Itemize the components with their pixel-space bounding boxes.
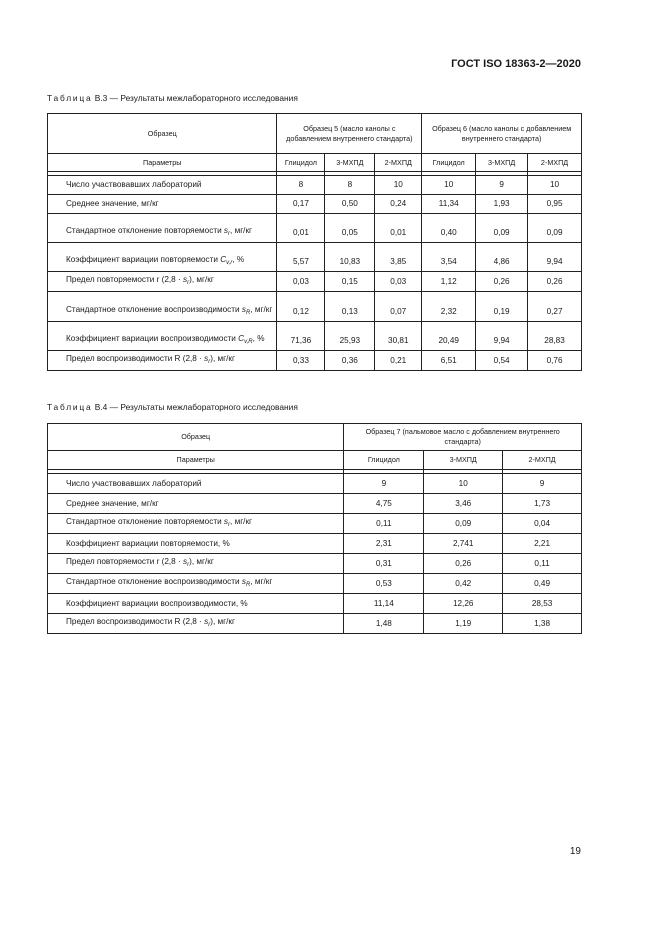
table-row — [48, 614, 582, 634]
col-header: Глицидол — [277, 154, 325, 172]
table-b4 — [47, 423, 582, 634]
params-header: Параметры — [48, 154, 277, 172]
table-row — [48, 534, 582, 554]
row-label: Предел повторяемости r $(2,8 \cdot s_r)$, мг/кг — [48, 272, 277, 292]
row-label: Коэффициент вариации воспроизводимости, % — [48, 594, 344, 614]
table-row — [48, 350, 582, 370]
row-label: Стандартное отклонение воспроизводимости $s_R$, мг/кг — [48, 291, 277, 321]
row-label: Среднее значение, мг/кг — [48, 494, 344, 514]
col-header: 3-МХПД — [424, 451, 503, 470]
cell-value: 1,38 — [503, 614, 582, 634]
table-row — [48, 272, 582, 292]
cell-value: 0,24 — [375, 195, 422, 214]
cell-value: 0,03 — [375, 272, 422, 292]
cell-value: 0,12 — [277, 291, 325, 321]
col-header: 3-МХПД — [476, 154, 528, 172]
cell-value: 10 — [422, 176, 476, 195]
cell-value: 0,09 — [476, 214, 528, 243]
table-b3-caption — [47, 93, 298, 103]
cell-value: 0,40 — [422, 214, 476, 243]
caption-text: В.3 — Результаты межлабораторного исследования — [94, 93, 298, 103]
cell-value: 2,31 — [344, 534, 424, 554]
cell-value: 0,04 — [503, 514, 582, 534]
cell-value: 2,21 — [503, 534, 582, 554]
table-row — [48, 554, 582, 574]
cell-value: 3,85 — [375, 243, 422, 272]
cell-value: 0,15 — [325, 272, 375, 292]
cell-value: 10 — [528, 176, 582, 195]
table-row — [48, 243, 582, 272]
cell-value: 0,31 — [344, 554, 424, 574]
cell-value: 0,95 — [528, 195, 582, 214]
cell-value: 0,76 — [528, 350, 582, 370]
row-label: Число участвовавших лабораторий — [48, 474, 344, 494]
cell-value: 0,11 — [344, 514, 424, 534]
cell-value: 20,49 — [422, 321, 476, 350]
sample-header: Образец — [48, 114, 277, 154]
cell-value: 10 — [375, 176, 422, 195]
cell-value: 25,93 — [325, 321, 375, 350]
sample6-header: Образец 6 (масло канолы с добавлением внутреннего стандарта) — [422, 114, 582, 154]
row-label: Стандартное отклонение повторяемости $s_r$, мг/кг — [48, 514, 344, 534]
page-number: 19 — [569, 846, 581, 857]
cell-value: 8 — [325, 176, 375, 195]
cell-value: 0,11 — [503, 554, 582, 574]
cell-value: 9,94 — [528, 243, 582, 272]
cell-value: 0,26 — [528, 272, 582, 292]
sample5-header: Образец 5 (масло канолы с добавлением внутреннего стандарта) — [277, 114, 422, 154]
col-header: Глицидол — [344, 451, 424, 470]
cell-value: 3,46 — [424, 494, 503, 514]
cell-value: 5,57 — [277, 243, 325, 272]
cell-value: 0,21 — [375, 350, 422, 370]
cell-value: 0,33 — [277, 350, 325, 370]
cell-value: 1,12 — [422, 272, 476, 292]
cell-value: 0,03 — [277, 272, 325, 292]
cell-value: 0,26 — [476, 272, 528, 292]
cell-value: 6,51 — [422, 350, 476, 370]
table-row — [48, 214, 582, 243]
cell-value: 9 — [503, 474, 582, 494]
cell-value: 3,54 — [422, 243, 476, 272]
cell-value: 0,13 — [325, 291, 375, 321]
row-label: Предел воспроизводимости R $(2,8 \cdot s_r)$, мг/кг — [48, 614, 344, 634]
cell-value: 0,53 — [344, 574, 424, 594]
caption-word: Таблица — [47, 93, 93, 103]
cell-value: 0,50 — [325, 195, 375, 214]
table-row — [48, 195, 582, 214]
cell-value: 30,81 — [375, 321, 422, 350]
cell-value: 0,42 — [424, 574, 503, 594]
cell-value: 9,94 — [476, 321, 528, 350]
col-header: 2-МХПД — [503, 451, 582, 470]
caption-word: Таблица — [47, 402, 93, 412]
cell-value: 0,07 — [375, 291, 422, 321]
cell-value: 10 — [424, 474, 503, 494]
cell-value: 0,05 — [325, 214, 375, 243]
table-b4-caption — [47, 402, 298, 412]
cell-value: 0,36 — [325, 350, 375, 370]
cell-value: 0,26 — [424, 554, 503, 574]
sample-header: Образец — [48, 424, 344, 451]
cell-value: 1,48 — [344, 614, 424, 634]
cell-value: 0,27 — [528, 291, 582, 321]
cell-value: 10,83 — [325, 243, 375, 272]
cell-value: 4,86 — [476, 243, 528, 272]
cell-value: 0,19 — [476, 291, 528, 321]
row-label: Число участвовавших лабораторий — [48, 176, 277, 195]
cell-value: 9 — [476, 176, 528, 195]
cell-value: 0,54 — [476, 350, 528, 370]
col-header: 2-МХПД — [375, 154, 422, 172]
col-header: 2-МХПД — [528, 154, 582, 172]
cell-value: 8 — [277, 176, 325, 195]
params-header: Параметры — [48, 451, 344, 470]
cell-value: 0,01 — [375, 214, 422, 243]
cell-value: 0,17 — [277, 195, 325, 214]
row-label: Коэффициент вариации повторяемости $C_{v,r}$, % — [48, 243, 277, 272]
row-label: Стандартное отклонение воспроизводимости $s_R$, мг/кг — [48, 574, 344, 594]
row-label: Среднее значение, мг/кг — [48, 195, 277, 214]
table-row — [48, 176, 582, 195]
cell-value: 2,32 — [422, 291, 476, 321]
cell-value: 4,75 — [344, 494, 424, 514]
document-code: ГОСТ ISO 18363-2—2020 — [451, 58, 581, 70]
table-row — [48, 574, 582, 594]
table-row — [48, 494, 582, 514]
row-label: Стандартное отклонение повторяемости $s_r$, мг/кг — [48, 214, 277, 243]
cell-value: 1,19 — [424, 614, 503, 634]
cell-value: 12,26 — [424, 594, 503, 614]
sample7-header: Образец 7 (пальмовое масло с добавлением внутреннего стандарта) — [344, 424, 582, 451]
row-label: Коэффициент вариации повторяемости, % — [48, 534, 344, 554]
cell-value: 0,09 — [424, 514, 503, 534]
cell-value: 0,49 — [503, 574, 582, 594]
cell-value: 1,93 — [476, 195, 528, 214]
table-b3 — [47, 113, 582, 371]
col-header: Глицидол — [422, 154, 476, 172]
cell-value: 0,09 — [528, 214, 582, 243]
cell-value: 71,36 — [277, 321, 325, 350]
cell-value: 11,14 — [344, 594, 424, 614]
cell-value: 28,53 — [503, 594, 582, 614]
cell-value: 1,73 — [503, 494, 582, 514]
row-label: Предел воспроизводимости R $(2,8 \cdot s_r)$, мг/кг — [48, 350, 277, 370]
table-row — [48, 594, 582, 614]
table-row — [48, 474, 582, 494]
caption-text: В.4 — Результаты межлабораторного исследования — [94, 402, 298, 412]
table-row — [48, 321, 582, 350]
cell-value: 9 — [344, 474, 424, 494]
col-header: 3-МХПД — [325, 154, 375, 172]
row-label: Предел повторяемости r $(2,8 \cdot s_r)$, мг/кг — [48, 554, 344, 574]
cell-value: 11,34 — [422, 195, 476, 214]
cell-value: 28,83 — [528, 321, 582, 350]
table-row — [48, 514, 582, 534]
cell-value: 2,741 — [424, 534, 503, 554]
row-label: Коэффициент вариации воспроизводимости $C_{v,R}$, % — [48, 321, 277, 350]
table-row — [48, 291, 582, 321]
cell-value: 0,01 — [277, 214, 325, 243]
